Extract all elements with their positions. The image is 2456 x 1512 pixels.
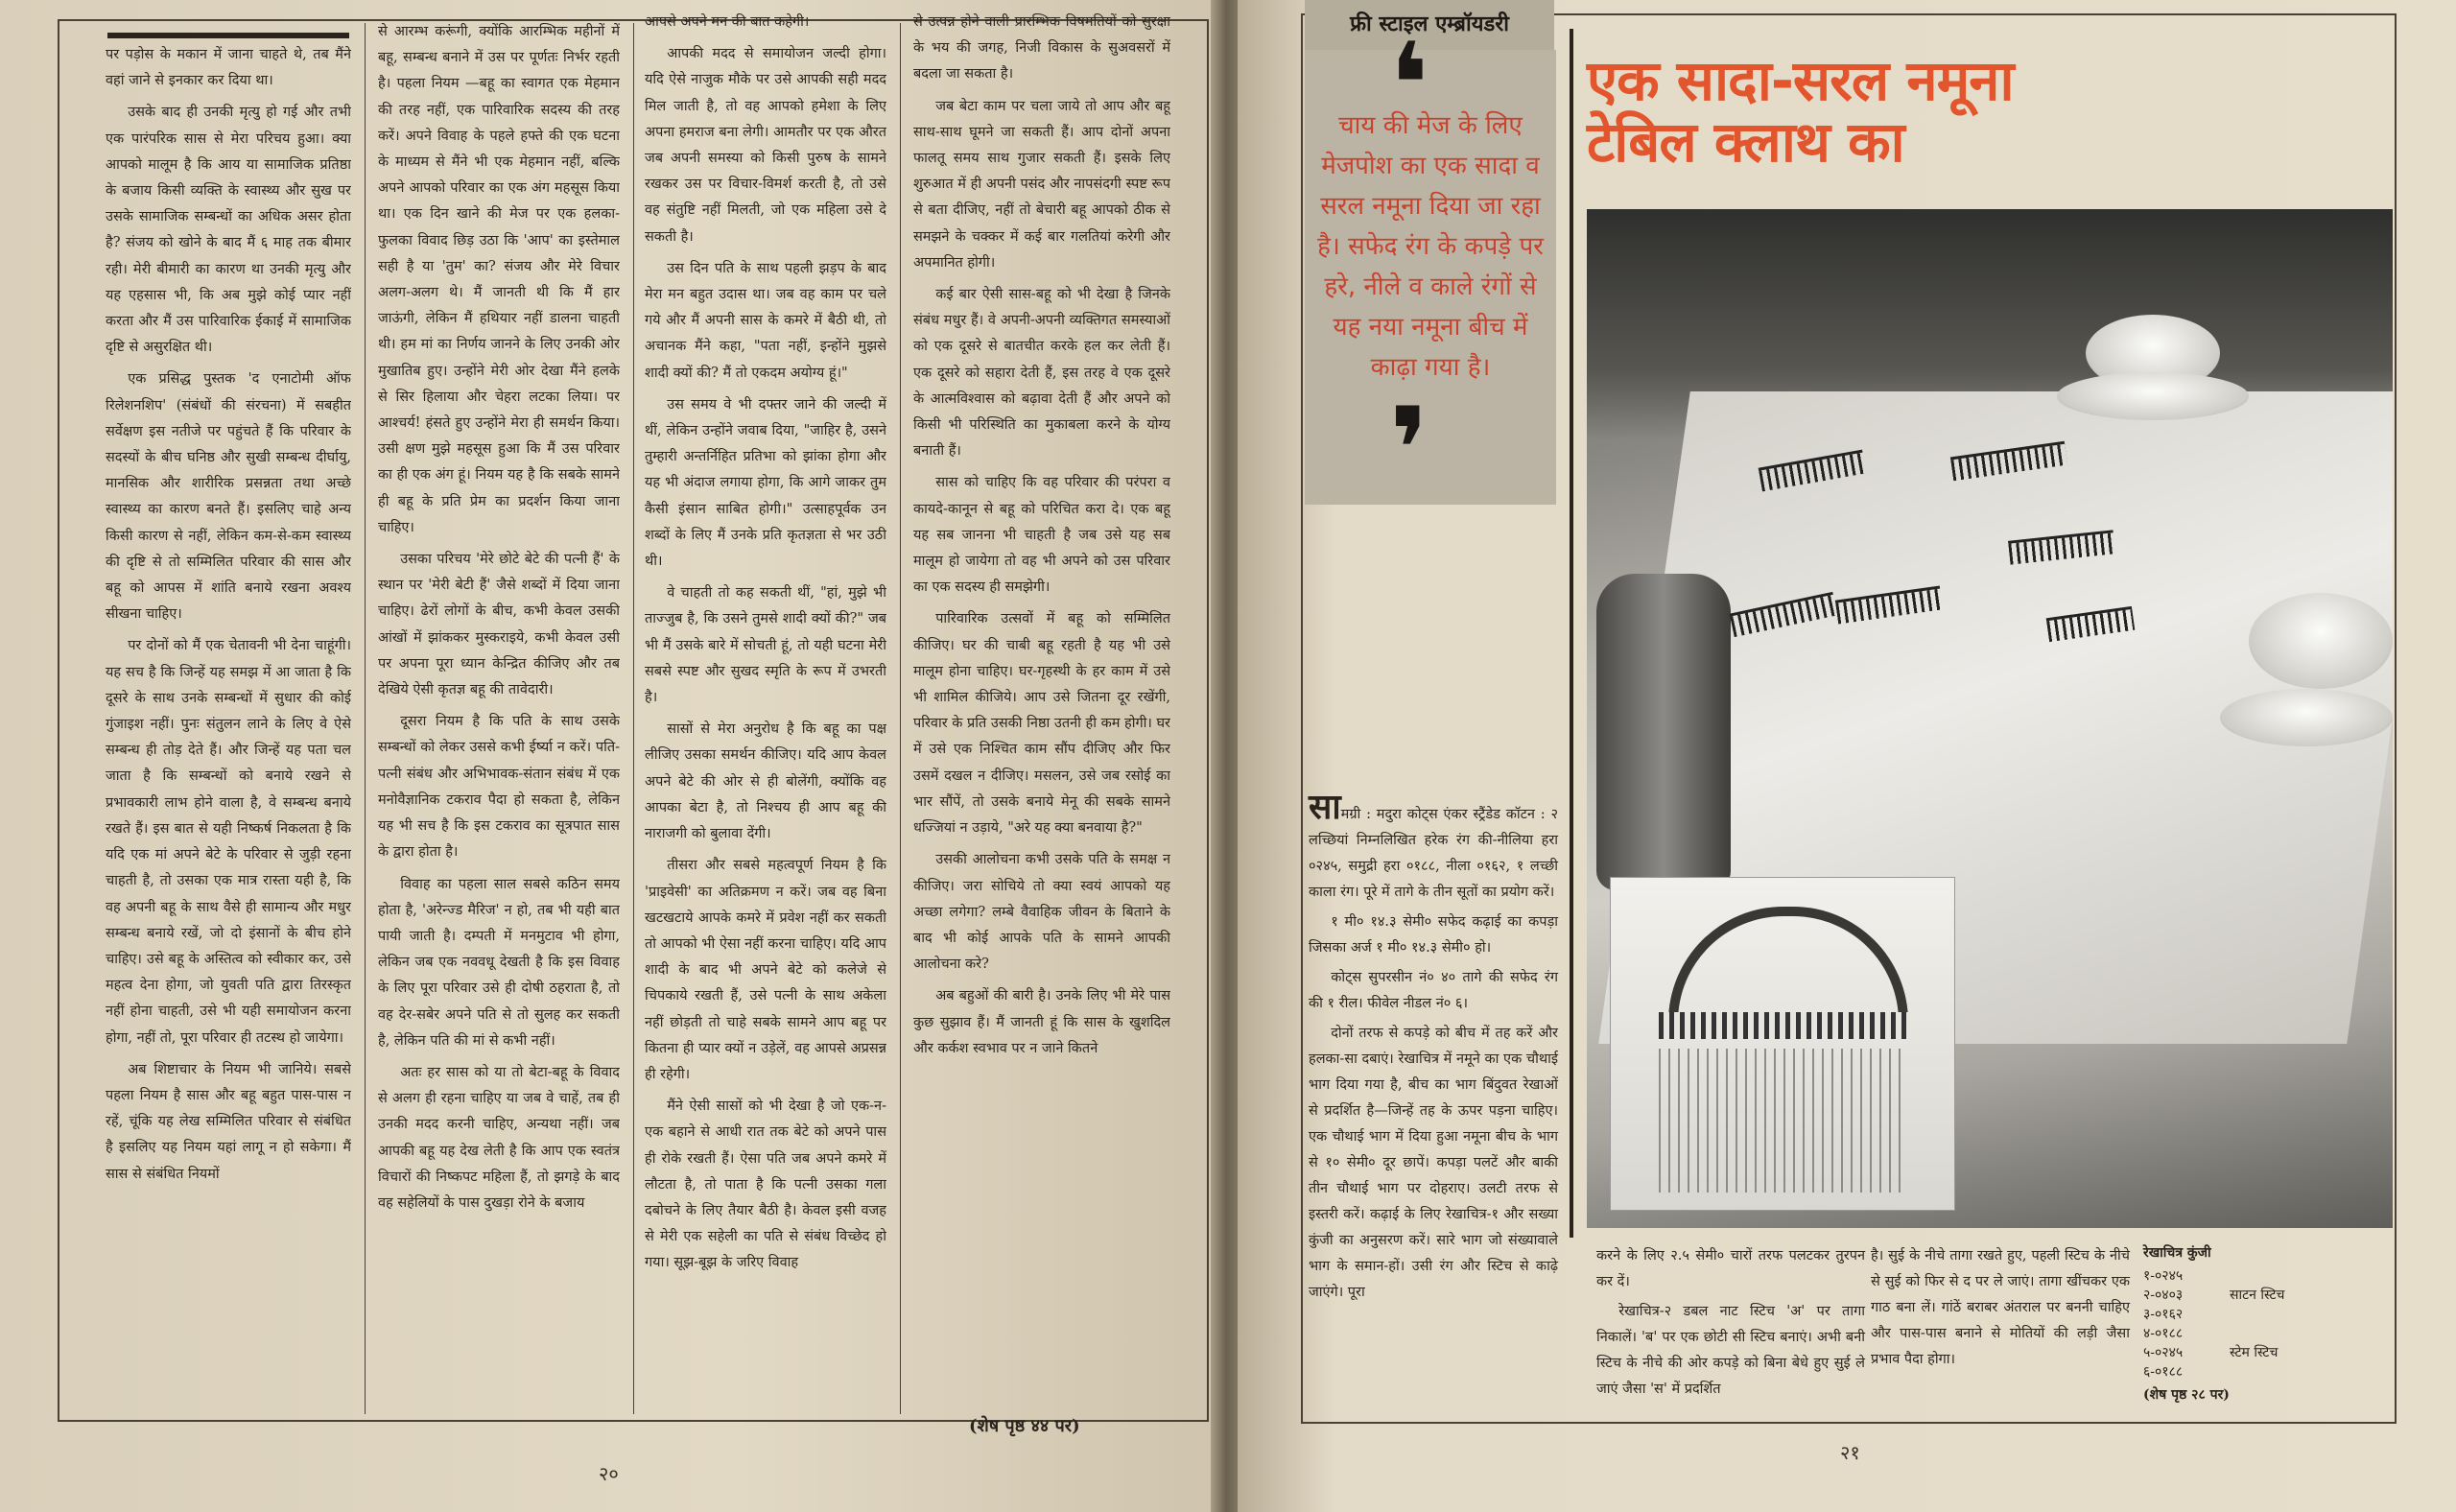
paragraph: अतः हर सास को या तो बेटा-बहू के विवाद से अलग ही रहना चाहिए या जब वे चाहें, तब ही उनकी मदद करनी चाहिए, अन्यथा नहीं। जब आपकी बहू यह देख लेती है कि आप एक स्वतंत्र विचारों की निष्कपट महिला हैं, तो झगड़े के बाद वह सहेलियों के पास दुखड़ा रोने के बजाय bbox=[378, 1064, 620, 1211]
continued-note: (शेष पृष्ठ ४४ पर) bbox=[969, 1416, 1080, 1436]
paragraph: अब बहुओं की बारी है। उनके लिए भी मेरे पास कुछ सुझाव हैं। मैं जानती हूं कि सास के खुशदिल और कर्कश स्वभाव पर न जाने कितने bbox=[913, 988, 1170, 1056]
paragraph: जब बेटा काम पर चला जाये तो आप और बहू साथ-साथ घूमने जा सकती हैं। आप दोनों अपना फालतू समय साथ गुजार सकती हैं। इसके लिए शुरुआत में ही अपनी पसंद और नापसंदगी स्पष्ट रूप से बता दीजिए, नहीं तो बेचारी बहू आपको ठीक से समझने के चक्कर में कई बार गलतियां करेगी और अपमानित होगी। bbox=[913, 98, 1170, 271]
key-title: रेखाचित्र कुंजी bbox=[2143, 1245, 2211, 1261]
paragraph: है। सुई के नीचे तागा रखते हुए, पहली स्टिच के नीचे से सुई को फिर से द पर ले जाएं। तागा खींचकर एक गाठ बना लें। गांठें बराबर अंतराल पर बननी चाहिए और पास-पास बनाने से मोतियों की लड़ी जैसा प्रभाव पैदा होगा। bbox=[1871, 1248, 2130, 1367]
key-row: ६-०१८८ bbox=[2143, 1364, 2184, 1380]
dropcap: सा bbox=[1309, 787, 1341, 827]
key-row: ४-०१८८ bbox=[2143, 1326, 2184, 1341]
left-column-4 bbox=[913, 10, 1170, 1391]
paragraph: उस दिन पति के साथ पहली झड़प के बाद मेरा मन बहुत उदास था। जब वह काम पर चले गये और मैं अपनी सास के कमरे में बैठी थी, तो अचानक मैंने कहा, "पता नहीं, इन्होंने मुझसे शादी क्यों की? मैं तो एकदम अयोग्य हूं।" bbox=[645, 260, 886, 381]
title-line-1: एक सादा-सरल नमूना bbox=[1587, 48, 2014, 113]
paragraph: रेखाचित्र-२ डबल नाट स्टिच 'अ' पर तागा निकालें। 'ब' पर एक छोटी सी स्टिच बनाएं। अभी बनी स्टिच के नीचे की ओर कपड़े को बिना बेधे हुए सुई ले जाएं जैसा 'स' में प्रदर्शित bbox=[1596, 1304, 1865, 1397]
motif-detail-inset bbox=[1610, 877, 1955, 1211]
paragraph: विवाह का पहला साल सबसे कठिन समय होता है, 'अरेन्ज्ड मैरिज' न हो, तब भी यही बात पायी जाती है। दम्पती में मनमुटाव भी होगा, लेकिन जब एक नववधू देखती है कि इस विवाह के लिए पूरा परिवार उसे ही दोषी ठहराता है, तो वह देर-सबेर अपने पति से तो सुलह कर सकती है, लेकिन पति की मां से कभी नहीं। bbox=[378, 876, 620, 1049]
paragraph: सासों से मेरा अनुरोध है कि बहू का पक्ष लीजिए उसका समर्थन कीजिए। यदि आप केवल अपने बेटे की ओर से ही बोलेंगी, क्योंकि वह आपका बेटा है, तो निश्चय ही आप बहू की नाराजगी को बुलावा देंगी। bbox=[645, 721, 886, 842]
page-number: २० bbox=[599, 1462, 619, 1485]
instructions-column-3 bbox=[1871, 1243, 2130, 1416]
quote-open-icon: ❛ bbox=[1389, 19, 1429, 153]
page-number: २१ bbox=[1840, 1441, 1860, 1464]
column-divider bbox=[365, 23, 366, 1414]
paragraph: उसका परिचय 'मेरे छोटे बेटे की पत्नी हैं' के स्थान पर 'मेरी बेटी हैं' जैसे शब्दों में दिया जाना चाहिए। ढेरों लोगों के बीच, कभी केवल उसकी आंखों में झांककर मुस्कराइये, कभी केवल उसी पर अपना पूरा ध्यान केन्द्रित कीजिए और तब देखिये ऐसी कृतज्ञ बहू की तावेदारी। bbox=[378, 552, 620, 698]
paragraph: वे चाहती तो कह सकती थीं, "हां, मुझे भी ताज्जुब है, कि उसने तुमसे शादी क्यों की?" जब भी मैं उसके बारे में सोचती हूं, तो यही घटना मेरी सबसे स्पष्ट और सुखद स्मृति के रूप में उभरती है। bbox=[645, 585, 886, 706]
jug bbox=[1596, 574, 1731, 890]
article-title bbox=[1587, 50, 2162, 173]
paragraph: १ मी० १४.३ सेमी० सफेद कढ़ाई का कपड़ा जिसका अर्ज १ मी० १४.३ सेमी० हो। bbox=[1309, 914, 1558, 956]
paragraph: अब शिष्टाचार के नियम भी जानिये। सबसे पहला नियम है सास और बहू बहुत पास-पास न रहें, चूंकि यह लेख सम्मिलित परिवार से संबंधित है इसलिए यह नियम यहां लागू न हो सकेगा। मैं सास से संबंधित नियमों bbox=[106, 1061, 351, 1182]
paragraph: कोट्स सुपरसीन नं० ४० तागे की सफेद रंग की १ रील। फीवेल नीडल नं० ६। bbox=[1309, 970, 1558, 1011]
intro-text: चाय की मेज के लिए मेजपोश का एक सादा व सरल नमूना दिया जा रहा है। सफेद रंग के कपड़े पर हरे, नीले व काले रंगों से यह नया नमूना बीच में काढ़ा गया है। bbox=[1317, 111, 1544, 382]
paragraph: आपसे अपने मन की बात कहेगी। bbox=[645, 14, 810, 30]
paragraph: तीसरा और सबसे महत्वपूर्ण नियम है कि 'प्राइवेसी' का अतिक्रमण न करें। जब वह बिना खटखटाये आपके कमरे में प्रवेश नहीं कर सकती तो आपको भी ऐसा नहीं करना चाहिए। यदि आप शादी के बाद भी अपने बेटे को कलेजे से चिपकाये रखती हैं, उसे पत्नी के साथ अकेला नहीं छोड़ती तो चाहे सबके सामने आप बहू पर कितना ही प्यार क्यों न उड़ेलें, वह आपसे अप्रसन्न ही रहेगी। bbox=[645, 858, 886, 1082]
color-key bbox=[2143, 1243, 2383, 1405]
title-divider bbox=[1570, 29, 1573, 1238]
paragraph: पारिवारिक उत्सवों में बहू को सम्मिलित कीजिए। घर की चाबी बहू रहती है यह भी उसे मालूम होना चाहिए। घर-गृहस्थी के हर काम में उसे भी शामिल कीजिये। आप उसे जितना दूर रखेंगी, परिवार के प्रति उसकी निष्ठा उतनी ही कम होगी। घर में उसे एक निश्चित काम सौंप दीजिए और फिर उसमें दखल न दीजिए। मसलन, उसे जब रसोई का भार सौंपें, तो उसके बनाये मेनू की सबके सामने धज्जियां न उड़ाये, "अरे यह क्या बनवाया है?" bbox=[913, 611, 1170, 837]
left-column-2 bbox=[378, 19, 620, 1418]
paragraph: दोनों तरफ से कपड़े को बीच में तह करें और हलका-सा दबाएं। रेखाचित्र में नमूने का एक चौथाई भाग दिया गया है, बीच का भाग बिंदुवत रेखाओं से प्रदर्शित है—जिन्हें तह के ऊपर पड़ना चाहिए। एक चौथाई भाग में दिया हुआ नमूना बीच के भाग से १० सेमी० दूर छापें। कपड़ा पलटें और बाकी तीन चौथाई भाग पर दोहराए। उलटी तरफ से इस्तरी करें। कढ़ाई के लिए रेखाचित्र-१ और सख्या कुंजी का अनुसरण करें। सारे भाग जो संख्यावाले भाग के समान-हों। उसी रंग और स्टिच से काढ़े जाएंगे। पूरा bbox=[1309, 1026, 1558, 1300]
key-row: २-०४०३ साटन स्टिच bbox=[2143, 1288, 2285, 1303]
column-divider bbox=[633, 23, 634, 1414]
section-tag: फ्री स्टाइल एम्ब्रॉयडरी bbox=[1350, 12, 1509, 36]
continued-note: (शेष पृष्ठ २८ पर) bbox=[2143, 1387, 2230, 1403]
left-column-1 bbox=[106, 42, 351, 1418]
key-row: ३-०१६२ bbox=[2143, 1307, 2184, 1322]
teacup bbox=[2249, 593, 2393, 689]
title-line-2: टेबिल क्लाथ का bbox=[1587, 109, 1904, 175]
paragraph: से उत्पन्न होने वाली प्रारम्भिक विषमतियों को सुरक्षा के भय की जगह, निजी विकास के सुअवसरों में बदला जा सकता है। bbox=[913, 14, 1170, 83]
materials-column bbox=[1309, 787, 1558, 1416]
paragraph: करने के लिए २.५ सेमी० चारों तरफ पलटकर तुरपन कर दें। bbox=[1596, 1248, 1865, 1289]
paragraph: सामग्री : मदुरा कोट्स एंकर स्ट्रैंडेड कॉटन : २ लच्छियां निम्नलिखित हरेक रंग की-नीलिया हरा ०२४५, समुद्री हरा ०१८८, नीला ०१६२, १ लच्छी काला रंग। पूरे में तागे के तीन सूतों का प्रयोग करें। bbox=[1309, 787, 1558, 900]
column-divider bbox=[900, 23, 901, 1414]
column-top-rule bbox=[107, 33, 349, 38]
saucer bbox=[2220, 689, 2393, 746]
saucer bbox=[2057, 372, 2249, 420]
motif-fringe bbox=[1659, 1049, 1908, 1193]
paragraph: पर दोनों को मैं एक चेतावनी भी देना चाहूंगी। यह सच है कि जिन्हें यह समझ में आ जाता है कि दूसरे के साथ उनके सम्बन्धों में सुधार की कोई गुंजाइश नहीं। पुनः संतुलन लाने के लिए वे ऐसे सम्बन्ध ही तोड़ देते हैं। और जिन्हें यह पता चल जाता है कि सम्बन्धों को बनाये रखने से प्रभावकारी लाभ होने वाला है, वे सम्बन्ध बनाये रखते हैं। इस बात से यही निष्कर्ष निकलता है कि यदि एक मां अपने बेटे के परिवार से जुड़ी रहना चाहती है, तो उसका एक मात्र रास्ता यही है, कि वह अपनी बहू के साथ वैसे ही सामान्य और मधुर सम्बन्ध बनाये रखें, जो दो इंसानों के बीच होने चाहिए। उसे बहू के अस्तित्व को स्वीकार कर, उसे महत्व देना होगा, जो युवती पति द्वारा तिरस्कृत नहीं होना चाहती, उसे भी यही समायोजन करना होगा, नहीं तो, पूरा परिवार ही तटस्थ हो जायेगा। bbox=[106, 638, 351, 1046]
paragraph: मैंने ऐसी सासों को भी देखा है जो एक-न-एक बहाने से आधी रात तक बेटे को अपने पास ही रोके रखती हैं। ऐसा पति जब अपने कमरे में लौटता है, तो पाता है कि पत्नी उसका गला दबोचने के लिए तैयार बैठी है। केवल इसी वजह से मेरी एक सहेली का पति से संबंध विच्छेद हो गया। सूझ-बूझ के जरिए विवाह bbox=[645, 1099, 886, 1271]
instructions-column-2 bbox=[1596, 1243, 1865, 1416]
key-row: १-०२४५ bbox=[2143, 1268, 2184, 1284]
paragraph: आपकी मदद से समायोजन जल्दी होगा। यदि ऐसे नाजुक मौके पर उसे आपकी सही मदद मिल जाती है, तो वह आपको हमेशा के लिए अपना हमराज बना लेगी। आमतौर पर एक औरत जब अपनी समस्या को किसी पुरुष के सामने रखकर उस पर विचार-विमर्श करती है, तो उसे वह संतुष्टि नहीं मिलती, जो एक महिला उसे दे सकती है। bbox=[645, 46, 886, 245]
paragraph: दूसरा नियम है कि पति के साथ उसके सम्बन्धों को लेकर उससे कभी ईर्ष्या न करें। पति-पत्नी संबंध और अभिभावक-संतान संबंध में एक मनोवैज्ञानिक टकराव पैदा हो सकता है, लेकिन यह भी सच है कि इस टकराव का सूत्रपात सास के द्वारा होता है। bbox=[378, 714, 620, 861]
paragraph: एक प्रसिद्ध पुस्तक 'द एनाटोमी ऑफ रिलेशनशिप' (संबंधों की संरचना) में सबहीत सर्वेक्षण इस नतीजे पर पहुंचते हैं कि परिवार के सदस्यों के बीच घनिष्ठ और सुखी सम्बन्ध दीर्घायु, मानसिक और शारीरिक प्रसन्नता तथा अच्छे स्वास्थ्य का कारण बनते हैं। इसलिए चाहे अन्य किसी कारण से नहीं, लेकिन कम-से-कम स्वास्थ्य की दृष्टि से तो सम्मिलित परिवार की सास और बहू को आपस में शांति बनाये रखना अवश्य सीखना चाहिए। bbox=[106, 371, 351, 623]
paragraph: उसकी आलोचना कभी उसके पति के समक्ष न कीजिए। जरा सोचिये तो क्या स्वयं आपको यह अच्छा लगेगा? लम्बे वैवाहिक जीवन के बिताने के बाद भी कोई आपके पति के सामने आपकी आलोचना करे? bbox=[913, 852, 1170, 973]
paragraph: सास को चाहिए कि वह परिवार की परंपरा व कायदे-कानून से बहू को परिचित करा दे। एक बहू यह सब जानना भी चाहती है जब उसे यह सब मालूम हो जायेगा तो वह भी अपने को उस परिवार का एक सदस्य ही समझेगी। bbox=[913, 475, 1170, 596]
paragraph: से आरम्भ करूंगी, क्योंकि आरम्भिक महीनों में बहू, सम्बन्ध बनाने में उस पर पूर्णतः निर्भर रहती है। पहला नियम —बहू का स्वागत एक मेहमान की तरह नहीं, एक पारिवारिक सदस्य की तरह करें। अपने विवाह के पहले हफ्ते की एक घटना के माध्यम से मैंने भी एक मेहमान नहीं, बल्कि अपने आपको परिवार का एक अंग महसूस किया था। एक दिन खाने की मेज पर एक हलका-फुलका विवाद छिड़ उठा कि 'आप' का इस्तेमाल सही है या 'तुम' का? संजय और मेरे विचार अलग-अलग थे। मैं जानती थी कि मैं हार जाऊंगी, लेकिन मैं हथियार नहीं डालना चाहती थी। हम मां का निर्णय जानने के लिए उनकी ओर मुखातिब हुए। उन्होंने मेरी ओर देखा मैंने हलके से सिर हिलाया और चेहरा लटका लिया। पर आश्चर्य! हंसते हुए उन्होंने मेरा ही समर्थन किया। उसी क्षण मुझे महसूस हुआ कि मैं उस परिवार का ही एक अंग हूं। नियम यह है कि सबके सामने ही बहू के प्रति प्रेम का प्रदर्शन किया जाना चाहिए। bbox=[378, 24, 620, 535]
motif-bar bbox=[1659, 1012, 1908, 1039]
paragraph: पर पड़ोस के मकान में जाना चाहते थे, तब मैंने वहां जाने से इनकार कर दिया था। bbox=[106, 47, 351, 89]
paragraph: कई बार ऐसी सास-बहू को भी देखा है जिनके संबंध मधुर हैं। वे अपनी-अपनी व्यक्तिगत समस्याओं को एक दूसरे से बातचीत करके हल कर लेती हैं। एक दूसरे को सहारा देती हैं, इस तरह वे एक दूसरे के आत्मविश्वास को बढ़ावा देती हैं और अपने को किसी भी परिस्थिति का मुकाबला करने के योग्य बनाती हैं। bbox=[913, 287, 1170, 460]
paragraph: उसके बाद ही उनकी मृत्यु हो गई और तभी एक पारंपरिक सास से मेरा परिचय हुआ। क्या आपको मालूम है कि आय या सामाजिक प्रतिष्ठा के बजाय किसी व्यक्ति के स्वास्थ्य और सुख पर उसके सामाजिक सम्बन्धों का अधिक असर होता है? संजय को खोने के बाद मैं ६ माह तक बीमार रही। मेरी बीमारी का कारण था उनकी मृत्यु और यह एहसास भी, कि अब मुझे कोई प्यार नहीं करता और मैं उस पारिवारिक ईकाई में सामाजिक दृष्टि से असुरक्षित थी। bbox=[106, 105, 351, 356]
left-column-3 bbox=[645, 10, 886, 1418]
paragraph: उस समय वे भी दफ्तर जाने की जल्दी में थीं, लेकिन उन्होंने जवाब दिया, "जाहिर है, उसने तुम्हारी अन्तर्निहित प्रतिभा को झांका होगा और यह भी अंदाज लगाया होगा, कि आगे जाकर तुम कैसी इंसान साबित होगी।" उत्साहपूर्वक उन शब्दों के लिए मैं उनके प्रति कृतज्ञता से भर उठी थी। bbox=[645, 396, 886, 570]
key-row: ५-०२४५ स्टेम स्टिच bbox=[2143, 1345, 2279, 1360]
motif-arch bbox=[1668, 907, 1908, 1022]
quote-close-icon: ❜ bbox=[1389, 384, 1429, 517]
